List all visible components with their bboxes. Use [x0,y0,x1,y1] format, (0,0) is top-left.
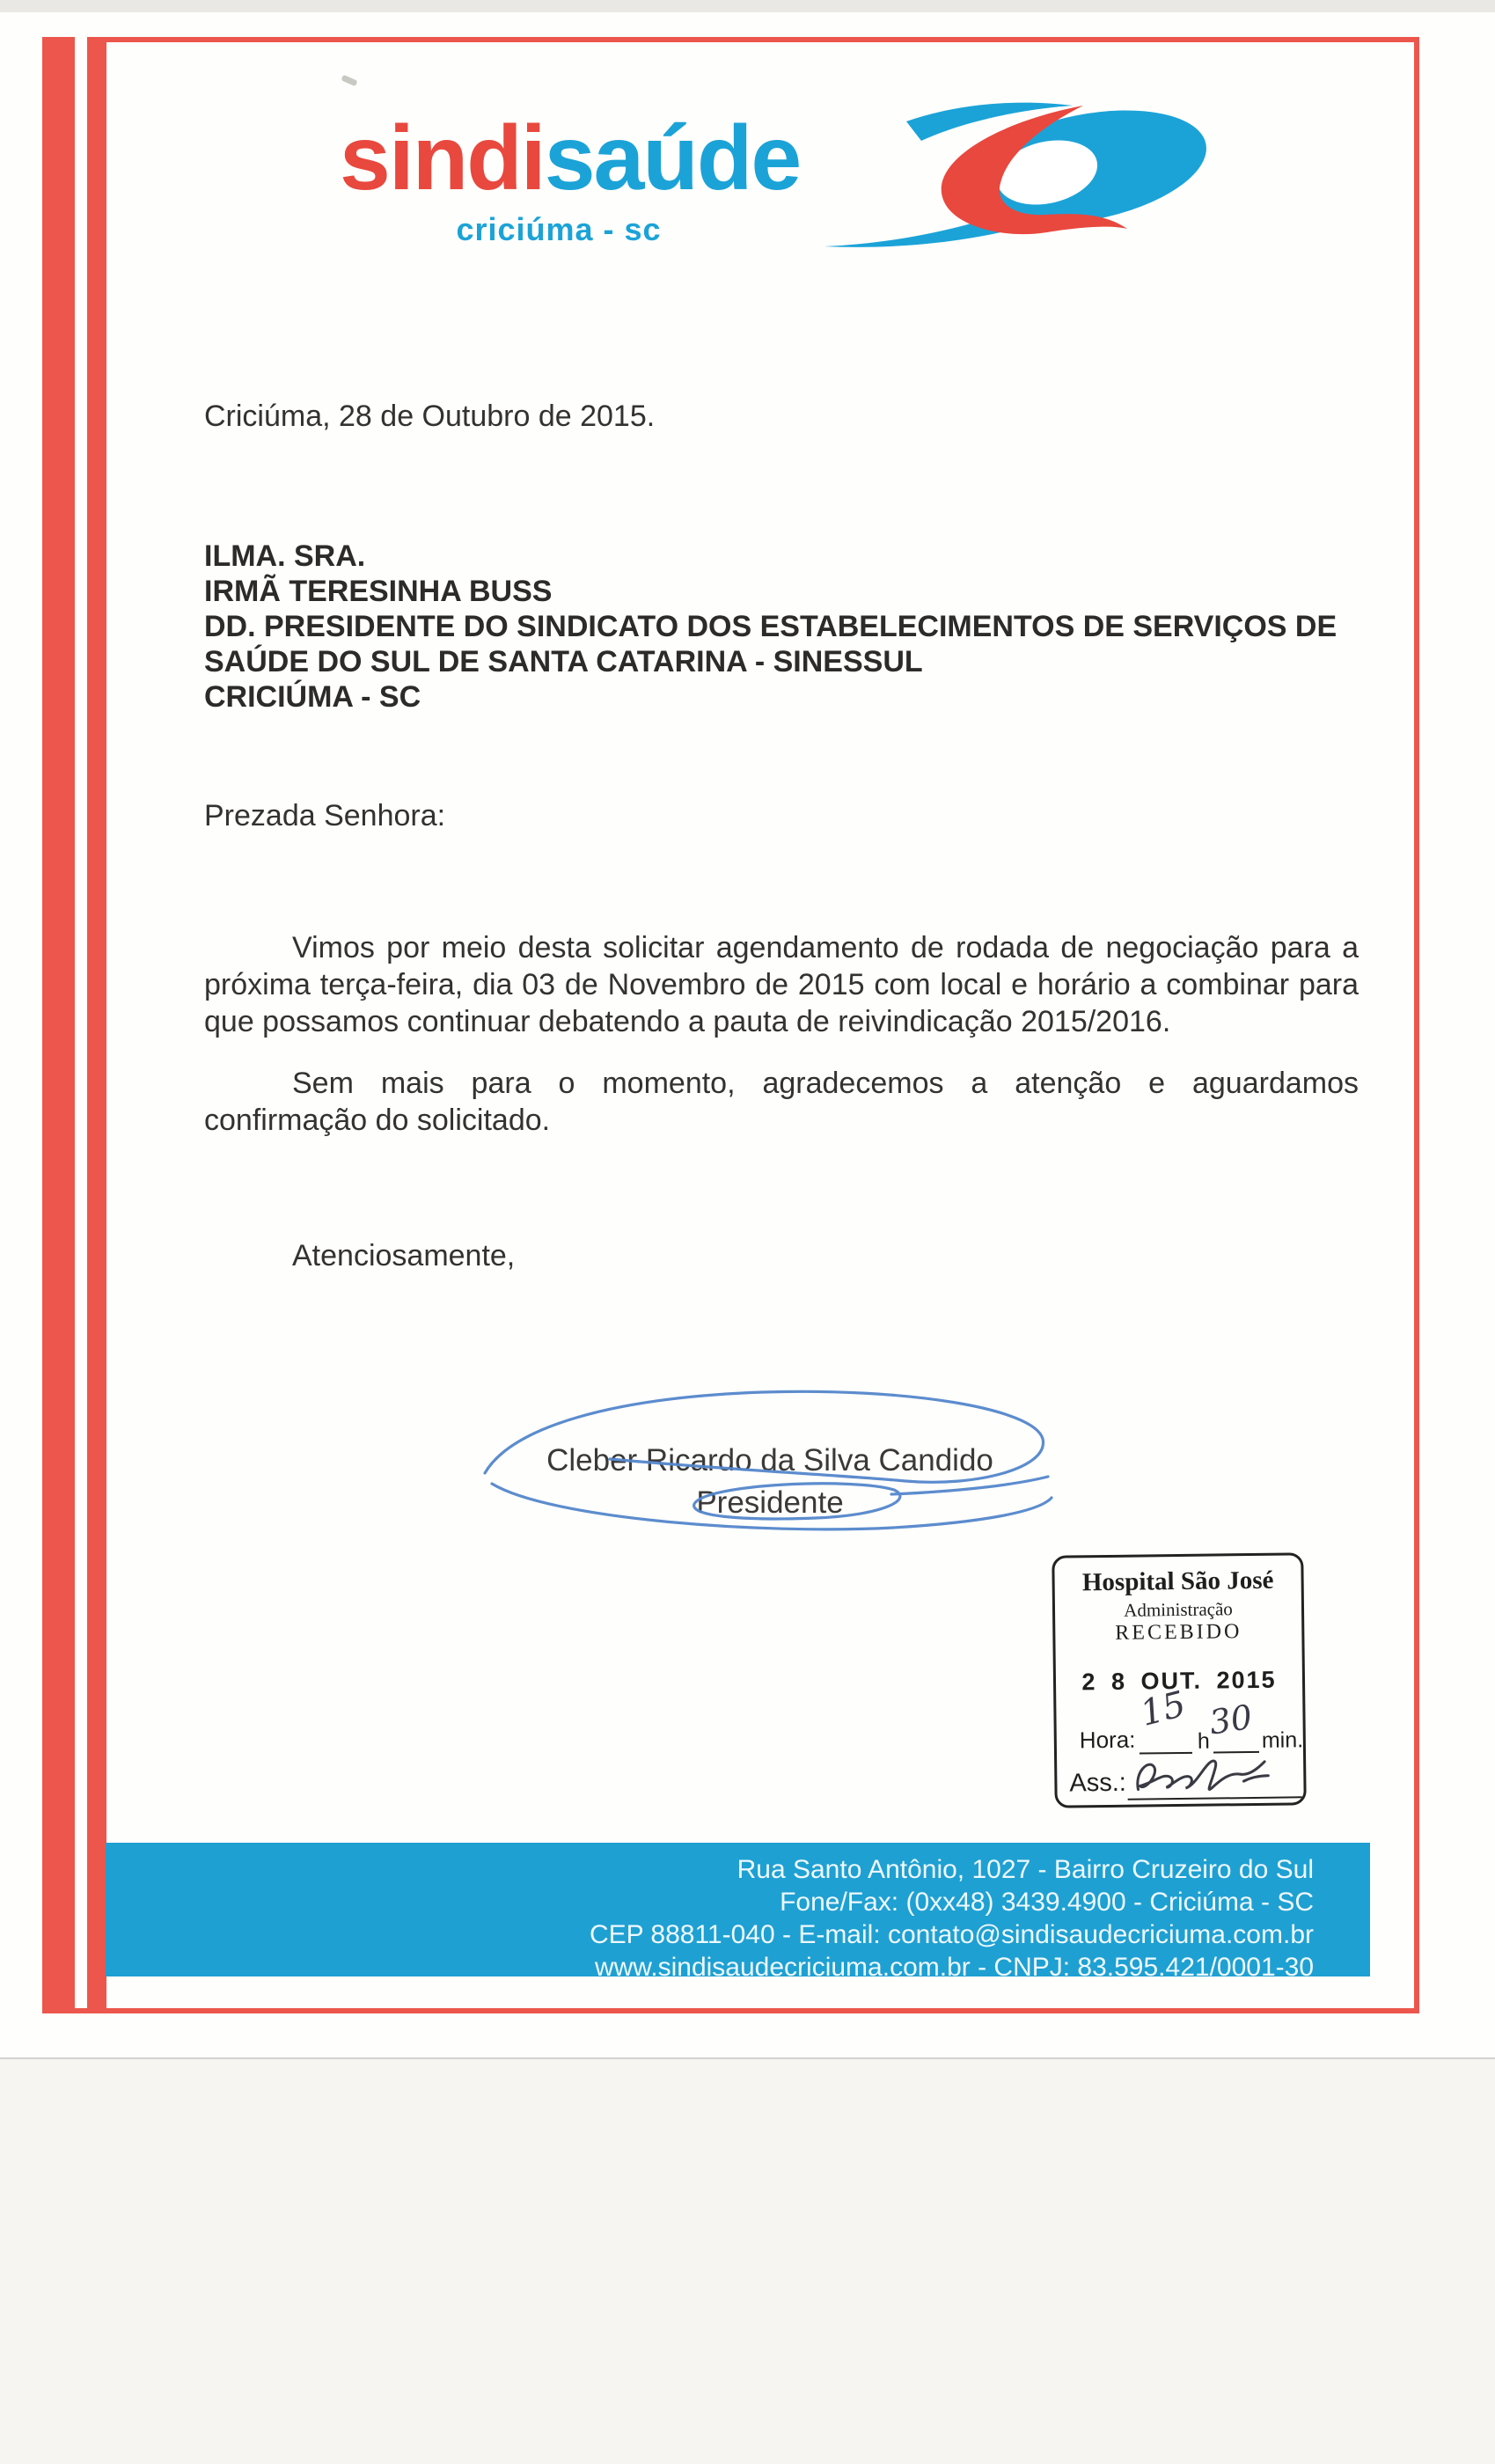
stamp-status: RECEBIDO [1115,1620,1242,1645]
footer-address-lines [590,1853,1314,1984]
letter-date: Criciúma, 28 de Outubro de 2015. [204,400,656,433]
logo-word-red: sindi [340,107,545,209]
scan-top-edge [0,0,1495,12]
stamp-minute-unit: min. [1261,1727,1304,1753]
recipient-line: DD. PRESIDENTE DO SINDICATO DOS ESTABELECIMENTOS DE SERVIÇOS DE [204,610,1337,643]
stamp-hour-blank [1140,1752,1192,1755]
stamp-hora-label: Hora: [1079,1726,1136,1754]
handwritten-hour: 15 [1136,1683,1191,1734]
handwritten-minute: 30 [1206,1697,1255,1742]
stamp-signature-label: Ass.: [1069,1768,1127,1798]
sindisaude-logo [340,107,801,209]
stamp-hospital-name: Hospital São José [1081,1566,1274,1597]
signer-title: Presidente [696,1485,844,1520]
frame-bottom-line [42,2008,1419,2013]
recipient-line: IRMÃ TERESINHA BUSS [204,575,553,608]
frame-top-line [87,37,1419,42]
closing: Atenciosamente, [292,1239,516,1272]
received-stamp [1052,1552,1306,1808]
salutation: Prezada Senhora: [204,799,446,832]
signer-name: Cleber Ricardo da Silva Candido [546,1443,993,1478]
logo-subtitle: criciúma - sc [456,211,662,247]
sindisaude-swoosh-icon [823,99,1219,257]
signature-block [480,1440,1060,1524]
footer-line-email: CEP 88811-040 - E-mail: contato@sindisaudecriciuma.com.br [589,1920,1314,1949]
paragraph-1: Vimos por meio desta solicitar agendamento de rodada de negociação para a próxima terça-feira, dia 03 de Novembro de 2015 com local e horário a combinar para que possamos continuar debatendo a pauta de reivindicação 2015/2016. [204,931,1359,1038]
footer-line-address: Rua Santo Antônio, 1027 - Bairro Cruzeiro do Sul [737,1855,1314,1884]
stamp-minute-blank [1213,1751,1259,1754]
footer-address-bar [106,1843,1370,1982]
recipient-block [204,539,1337,715]
stamp-date: 2 8 OUT. 2015 [1081,1666,1277,1696]
left-red-stripe-thick [42,37,75,2013]
recipient-line: SAÚDE DO SUL DE SANTA CATARINA - SINESSUL [204,645,923,678]
recipient-line: CRICIÚMA - SC [204,680,421,714]
logo-word-blue: saúde [544,107,801,209]
stamp-department: Administração [1124,1598,1233,1621]
stamp-hour-unit: h [1197,1728,1210,1754]
paragraph-2: Sem mais para o momento, agradecemos a atenção e aguardamos confirmação do solicitado. [204,1067,1359,1137]
frame-right-line [1414,37,1419,2013]
left-red-stripe-thin [87,37,106,2013]
handwritten-signature-scribble [1131,1755,1281,1802]
footer-line-phone: Fone/Fax: (0xx48) 3439.4900 - Criciúma - SC [780,1888,1314,1917]
footer-line-website-cnpj: www.sindisaudecriciuma.com.br - CNPJ: 83.595.421/0001-30 [594,1953,1314,1982]
recipient-line: ILMA. SRA. [204,539,366,573]
